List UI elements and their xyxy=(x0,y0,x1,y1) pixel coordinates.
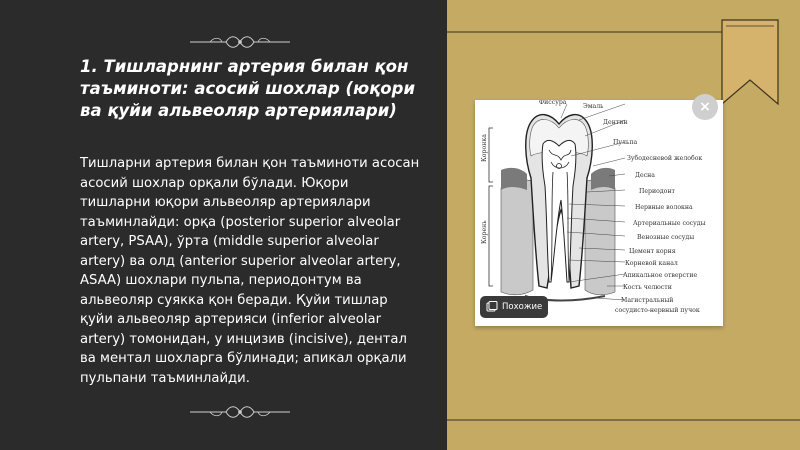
label-main-bundle-2: сосудисто-нервный пучок xyxy=(615,307,700,314)
label-venous-vessels: Венозные сосуды xyxy=(637,234,695,241)
label-main-bundle-1: Магистральный xyxy=(621,297,674,304)
label-periodontium: Периодонт xyxy=(639,188,675,195)
label-apical-foramen: Апикальное отверстие xyxy=(623,272,698,279)
label-gum: Десна xyxy=(635,172,655,179)
similar-images-button[interactable] xyxy=(480,296,548,318)
label-gingival-groove: Зубодесневой желобок xyxy=(627,155,703,162)
top-ornament xyxy=(190,33,290,51)
label-root-cement: Цемент корня xyxy=(629,248,676,255)
jaw-bone-shape xyxy=(501,180,533,295)
label-pulp: Пульпа xyxy=(613,139,638,146)
label-root: Корень xyxy=(481,220,488,244)
close-button[interactable] xyxy=(692,94,718,120)
slide-body-text: Тишларни артерия билан қон таъминоти асосан асосий шохлар орқали бўлади. Юқори тишларни юқори альвеоляр артериялари таъминлайди: орқа (posterior superior alveolar artery, PSAA), ўрта (middle superior alveolar artery) ва олд (anterior superior alveolar artery, ASAA) шохлари пульпа, периодонтум ва альвеоляр суякка қон беради. Қуйи тишлар қуйи альвеоляр артерияси (inferior alveolar artery) томонидан, у инцизив (incisive), дентал ва ментал шохларга бўлинади; апикал орқали пульпани таъминлайди. xyxy=(80,156,420,386)
label-dentin: Дентин xyxy=(603,119,628,126)
label-root-canal: Корневой канал xyxy=(625,260,678,267)
similar-images-icon xyxy=(486,301,498,313)
slide-title: 1. Тишларнинг артерия билан қон таъминоти: асосий шохлар (юқори ва қуйи альвеоляр артериялари) xyxy=(80,57,416,120)
label-fissure: Фиссура xyxy=(539,100,567,106)
label-crown: Коронка xyxy=(481,134,488,162)
gum-shape xyxy=(501,168,527,190)
similar-images-label: Похожие xyxy=(502,302,543,312)
diagram-brackets xyxy=(489,128,493,286)
label-arterial-vessels: Артериальные сосуды xyxy=(633,220,706,227)
tooth-diagram-image[interactable] xyxy=(475,100,723,326)
close-icon: × xyxy=(699,99,711,115)
bottom-ornament xyxy=(190,403,290,421)
tooth-diagram xyxy=(475,100,723,326)
label-enamel: Эмаль xyxy=(583,103,604,110)
bookmark-ribbon xyxy=(718,18,782,108)
label-jaw-bone: Кость челюсти xyxy=(623,284,672,291)
label-nerve-fibers: Нервные волокна xyxy=(635,204,693,211)
gum-shape-right xyxy=(591,168,615,190)
